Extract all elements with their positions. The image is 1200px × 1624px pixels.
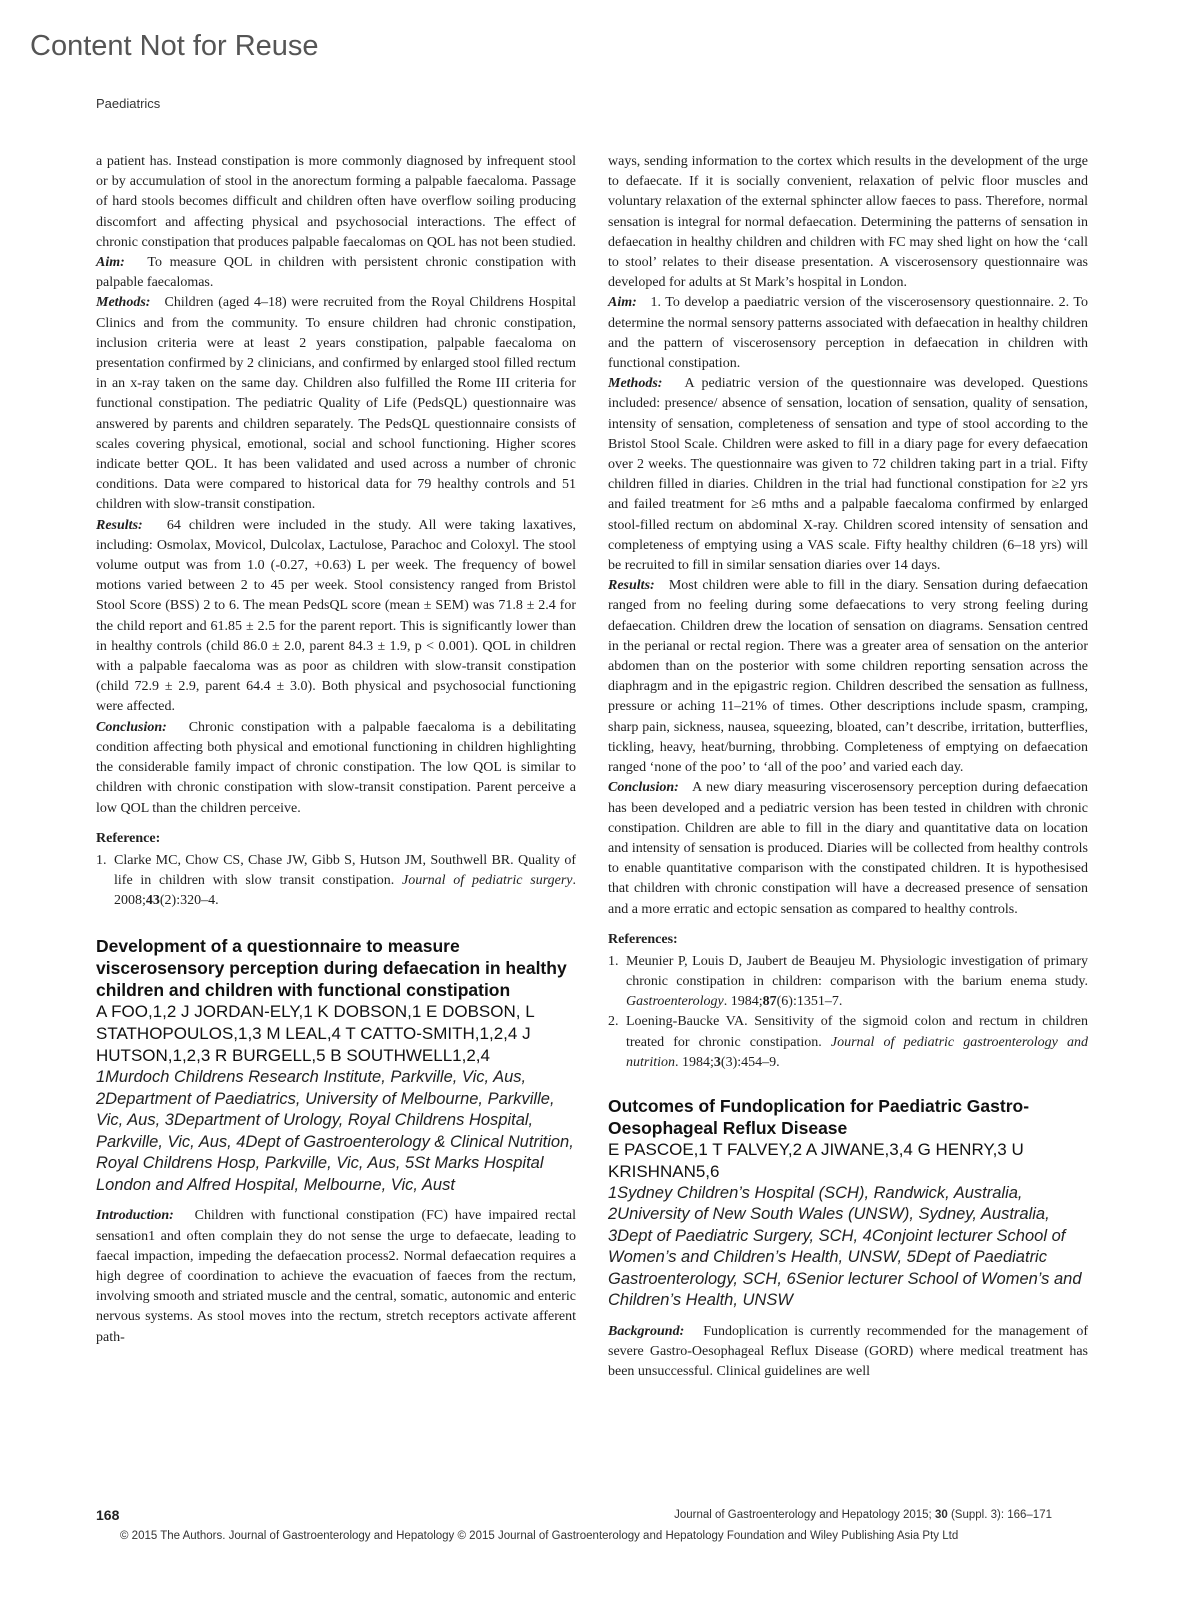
reference-year: . 1984;	[723, 994, 763, 1010]
conclusion-label: Conclusion:	[96, 719, 167, 735]
reference-number: 2.	[608, 1014, 619, 1030]
left-column	[96, 152, 576, 1348]
aim-text: To measure QOL in children with persistent chronic constipation with palpable faecalomas.	[96, 255, 577, 291]
reference-journal: Journal of pediatric surgery	[401, 872, 573, 888]
background-label: Background:	[608, 1323, 685, 1339]
methods-paragraph	[608, 374, 1088, 576]
results-text: Most children were able to fill in the diary. Sensation during defaecation ranged from no feeling during some defaecations to very strong feeling during defaecation. Children drew the location of sensation on diagrams. Sensation centred in the perianal or rectal region. There was a greater area of sensation on the anterior abdomen than on the posterior with some children reporting sensation across the diaphragm and in the epigastric region. Children described the sensation as fullness, pressure or aching 11–21% of times. Other descriptions include spasm, cramping, sharp pain, sickness, nausea, squeezing, bloated, can’t describe, irritation, butterflies, tickling, heavy, heat/burning, throbbing. Completeness of emptying on defaecation ranged ‘none of the poo’ to ‘all of the poo’ and varied each day.	[608, 578, 1088, 776]
methods-text: A pediatric version of the questionnaire was developed. Questions included: presence/ absence of sensation, location of sensation, quality of sensation, intensity of sensation, completeness of sensation and type of stool according to the Bristol Stool Scale. Children were asked to fill in a diary page for every defaecation over 2 weeks. The questionnaire was given to 72 children taking part in a trial. Fifty children filled in diaries. Children in the trial had functional constipation for ≥2 yrs and failed treatment for ≥6 mths and a palpable faecaloma confirmed by enlarged stool-filled rectum on abdominal X-ray. Children scored intensity of sensation and completeness of emptying using a VAS scale. Fifty healthy children (6–18 yrs) will be recruited to fill in similar sensation diaries over 14 days.	[608, 376, 1089, 574]
reference-text: Loening-Baucke VA. Sensitivity of the sigmoid colon and rectum in children treated for chronic constipation.	[626, 1014, 1088, 1050]
conclusion-text: Chronic constipation with a palpable faecaloma is a debilitating condition affecting both physical and emotional functioning in children highlighting the considerable family impact of chronic constipation. The low QOL is similar to children with chronic constipation with slow-transit constipation. Parent perceive a low QOL than the children perceive.	[96, 719, 577, 816]
abstract-title: Outcomes of Fundoplication for Paediatric Gastro-Oesophageal Reflux Disease	[608, 1095, 1030, 1138]
conclusion-paragraph	[608, 778, 1088, 919]
aim-label: Aim:	[608, 295, 637, 311]
introduction-label: Introduction:	[96, 1208, 174, 1224]
methods-paragraph	[96, 293, 576, 515]
aim-text: 1. To develop a paediatric version of the viscerosensory questionnaire. 2. To determine the normal sensory patterns associated with defaecation in healthy children and the pattern of viscerosensory perception in defaecation in children with functional constipation.	[608, 295, 1089, 372]
reference-volume: 87	[762, 994, 777, 1010]
watermark: Content Not for Reuse	[30, 30, 319, 62]
results-paragraph	[608, 576, 1088, 778]
reference-pages: (2):320–4.	[159, 893, 219, 909]
reference-volume: 43	[145, 893, 160, 909]
aim-paragraph	[608, 293, 1088, 374]
section-label: Paediatrics	[96, 96, 161, 111]
continued-paragraph: ways, sending information to the cortex which results in the development of the urge to defaecate. If it is socially convenient, relaxation of pelvic floor muscles and voluntary relaxation of the external sphincter allow faeces to pass. Therefore, normal sensation is integral for normal defaecation. Determining the patterns of sensation in defaecation in healthy children and children with FC may shed light on how the ‘call to stool’ relates to their disease presentation. A viscerosensory questionnaire was developed for adults at St Mark’s hospital in London.	[608, 154, 1088, 291]
reference-list	[96, 851, 576, 912]
aim-paragraph	[96, 253, 576, 293]
reference-volume: 3	[713, 1054, 721, 1070]
reference-text: Meunier P, Louis D, Jaubert de Beaujeu M. Physiologic investigation of primary chronic constipation in children: comparison with the barium enema study.	[626, 953, 1088, 989]
reference-year: . 2008;	[114, 872, 576, 909]
reference-item	[608, 1012, 1088, 1073]
reference-text: Clarke MC, Chow CS, Chase JW, Gibb S, Hutson JM, Southwell BR. Quality of life in children with slow transit constipation.	[114, 852, 576, 888]
reference-item	[96, 851, 576, 912]
background-paragraph	[608, 1322, 1088, 1383]
reference-heading: Reference:	[96, 830, 161, 846]
results-label: Results:	[96, 517, 143, 533]
conclusion-paragraph	[96, 718, 576, 819]
conclusion-text: A new diary measuring viscerosensory perception during defaecation has been developed and a pediatric version has been tested in children with chronic constipation. Children are able to fill in the diary and quantitative data on location and intensity of sensation is produced. Diaries will be collected from healthy controls to enable quantitative comparison with the constipated children. It is hypothesised that children with chronic constipation will have a decreased presence of sensation and a more erratic and ectopic sensation as compared to healthy controls.	[608, 780, 1089, 917]
aim-label: Aim:	[96, 255, 125, 271]
results-paragraph	[96, 516, 576, 718]
reference-number: 1.	[608, 953, 619, 969]
intro-paragraph: a patient has. Instead constipation is more commonly diagnosed by infrequent stool or by accumulation of stool in the anorectum forming a palpable faecaloma. Passage of hard stools becomes difficult and children often have overflow soiling producing discomfort and affecting physical and psychosocial interactions. The effect of chronic constipation that produces palpable faecalomas on QOL has not been studied.	[96, 154, 576, 250]
background-text: Fundoplication is currently recommended for the management of severe Gastro-Oesophageal Reflux Disease (GORD) where medical treatment has been unsuccessful. Clinical guidelines are well	[608, 1323, 1088, 1380]
references-heading: References:	[608, 931, 678, 947]
abstract-authors: E PASCOE,1 T FALVEY,2 A JIWANE,3,4 G HENRY,3 U KRISHNAN5,6	[608, 1139, 1024, 1181]
methods-text: Children (aged 4–18) were recruited from the Royal Childrens Hospital Clinics and from the community. To ensure children had chronic constipation, inclusion criteria were at least 2 years constipation, palpable faecaloma on presentation confirmed by 2 clinicians, and confirmed by enlarged stool filled rectum in an x-ray taken on the same day. Children also fulfilled the Rome III criteria for functional constipation. The pediatric Quality of Life (PedsQL) questionnaire was answered by parents and children separately. The PedsQL questionnaire consists of scales covering physical, emotional, social and school functioning. Higher scores indicate better QOL. It has been validated and used across a number of chronic conditions. Data were compared to historical data for 79 healthy controls and 51 children with slow-transit constipation.	[96, 295, 576, 513]
journal-citation	[674, 1509, 1052, 1521]
reference-item	[608, 952, 1088, 1013]
abstract-authors: A FOO,1,2 J JORDAN-ELY,1 K DOBSON,1 E DOBSON, L STATHOPOULOS,1,3 M LEAL,4 T CATTO-SMITH,1,2,4 J HUTSON,1,2,3 R BURGELL,5 B SOUTHWELL1,2,4	[96, 1002, 535, 1066]
reference-pages: (3):454–9.	[720, 1054, 780, 1070]
results-text: 64 children were included in the study. All were taking laxatives, including: Osmolax, Movicol, Dulcolax, Lactulose, Parachoc and Coloxyl. The stool volume output was from 1.0 (-0.27, +0.63) L per week. The frequency of bowel motions varied between 2 to 45 per week. Stool consistency ranged from Bristol Stool Score (BSS) 2 to 6. The mean PedsQL score (mean ± SEM) was 71.8 ± 2.4 for the child report and 61.85 ± 2.5 for the parent report. This is significantly lower than in healthy controls (child 86.0 ± 2.0, parent 84.3 ± 1.9, p < 0.001). QOL in children with a palpable faecaloma was as poor as children with slow-transit constipation (child 72.9 ± 2.9, parent 64.4 ± 3.0). Both physical and psychosocial functioning were affected.	[96, 517, 576, 715]
journal-citation-text: Journal of Gastroenterology and Hepatology 2015;	[674, 1509, 932, 1521]
conclusion-label: Conclusion:	[608, 780, 679, 796]
reference-number: 1.	[96, 852, 107, 868]
results-label: Results:	[608, 578, 655, 594]
reference-journal: Gastroenterology	[626, 994, 724, 1010]
abstract-affiliations: 1Murdoch Childrens Research Institute, Parkville, Vic, Aus, 2Department of Paediatrics, University of Melbourne, Parkville, Vic, Aus, 3Department of Urology, Royal Childrens Hospital, Parkville, Vic, Aus, 4Dept of Gastroenterology & Clinical Nutrition, Royal Childrens Hosp, Parkville, Vic, Aus, 5St Marks Hospital London and Alfred Hospital, Melbourne, Vic, Aust	[96, 1068, 574, 1194]
reference-list	[608, 952, 1088, 1073]
right-column	[608, 152, 1088, 1383]
abstract-title: Development of a questionnaire to measure viscerosensory perception during defaecation in healthy children and children with functional constipation	[96, 936, 567, 1001]
journal-issue: (Suppl. 3): 166–171	[950, 1509, 1052, 1521]
introduction-text: Children with functional constipation (FC) have impaired rectal sensation1 and often complain they do not sense the urge to defaecate, leading to faecal impaction, impeding the defaecation process2. Normal defaecation requires a high degree of coordination to achieve the evacuation of faeces from the rectum, involving smooth and striated muscle and the central, somatic, autonomic and enteric nervous systems. As stool moves into the rectum, stretch receptors activate afferent path-	[96, 1208, 577, 1345]
reference-journal: Journal of pediatric gastroenterology and nutrition	[626, 1034, 1089, 1070]
page-number: 168	[96, 1507, 120, 1523]
methods-label: Methods:	[96, 295, 151, 311]
introduction-paragraph	[96, 1206, 576, 1347]
copyright-notice: © 2015 The Authors. Journal of Gastroenterology and Hepatology © 2015 Journal of Gastroenterology and Hepatology Foundation and Wiley Publishing Asia Pty Ltd	[120, 1530, 959, 1542]
journal-volume: 30	[934, 1509, 948, 1521]
reference-year: . 1984;	[675, 1054, 714, 1070]
abstract-affiliations: 1Sydney Children’s Hospital (SCH), Randwick, Australia, 2University of New South Wales (UNSW), Sydney, Australia, 3Dept of Paediatric Surgery, SCH, 4Conjoint lecturer School of Women’s and Children’s Health, UNSW, 5Dept of Paediatric Gastroenterology, SCH, 6Senior lecturer School of Women’s and Children’s Health, UNSW	[608, 1183, 1082, 1310]
methods-label: Methods:	[608, 376, 663, 392]
reference-pages: (6):1351–7.	[776, 994, 843, 1010]
